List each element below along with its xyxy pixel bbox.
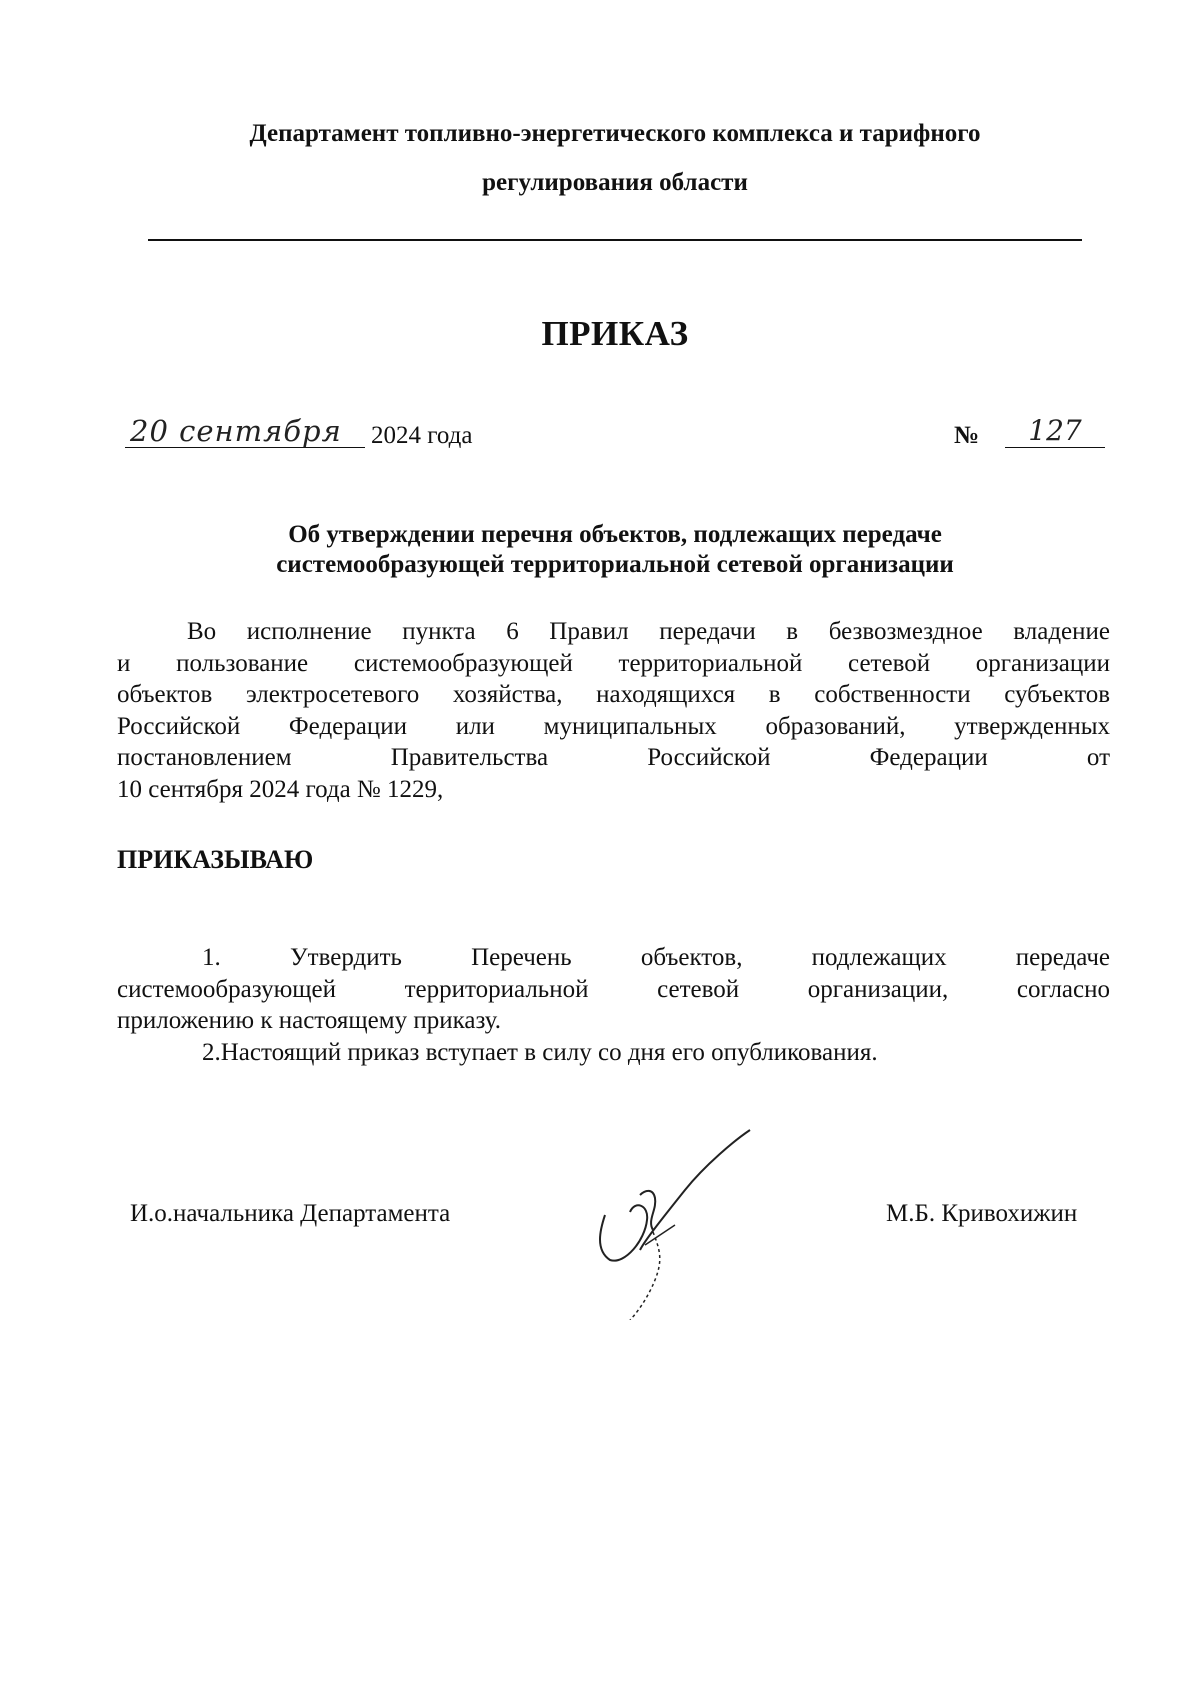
header-divider xyxy=(148,239,1082,241)
handwritten-number: 127 xyxy=(1005,414,1105,448)
department-name-line-1: Департамент топливно-энергетического комплекса и тарифного xyxy=(249,120,981,147)
subject-line-1: Об утверждении перечня объектов, подлежащих передаче xyxy=(288,521,942,548)
decree-word: ПРИКАЗЫВАЮ xyxy=(117,845,314,874)
handwritten-signature xyxy=(585,1120,765,1320)
preamble-line: постановлением Правительства Российской Федерации от xyxy=(117,744,1110,771)
date-number-row xyxy=(125,414,1105,460)
number-sign: № xyxy=(954,422,980,449)
signatory-name: М.Б. Кривохижин xyxy=(886,1200,1078,1227)
signatory-position: И.о.начальника Департамента xyxy=(130,1200,451,1227)
item-1-line: 1. Утвердить Перечень объектов, подлежащих передаче xyxy=(202,944,1110,971)
preamble-line: Во исполнение пункта 6 Правил передачи в безвозмездное владение xyxy=(187,618,1110,645)
subject-line-2: системообразующей территориальной сетевой организации xyxy=(276,551,954,578)
order-subject xyxy=(150,520,1080,580)
preamble-line: и пользование системообразующей территориальной сетевой организации xyxy=(117,649,1110,677)
preamble-line: Российской Федерации или муниципальных образований, утвержденных xyxy=(117,712,1110,740)
preamble-paragraph xyxy=(117,616,1110,805)
item-2: 2.Настоящий приказ вступает в силу со дня его опубликования. xyxy=(202,1038,878,1066)
preamble-line: объектов электросетевого хозяйства, находящихся в собственности субъектов xyxy=(117,681,1110,708)
handwritten-date: 20 сентября xyxy=(125,414,365,448)
department-name-line-2: регулирования области xyxy=(482,169,748,196)
document-title: ПРИКАЗ xyxy=(541,314,689,353)
preamble-line: 10 сентября 2024 года № 1229, xyxy=(117,775,444,803)
order-items xyxy=(117,942,1110,1068)
item-1-line: системообразующей территориальной сетевой организации, согласно xyxy=(117,975,1110,1003)
item-1-line: приложению к настоящему приказу. xyxy=(117,1007,502,1034)
date-year: 2024 года xyxy=(371,422,473,449)
